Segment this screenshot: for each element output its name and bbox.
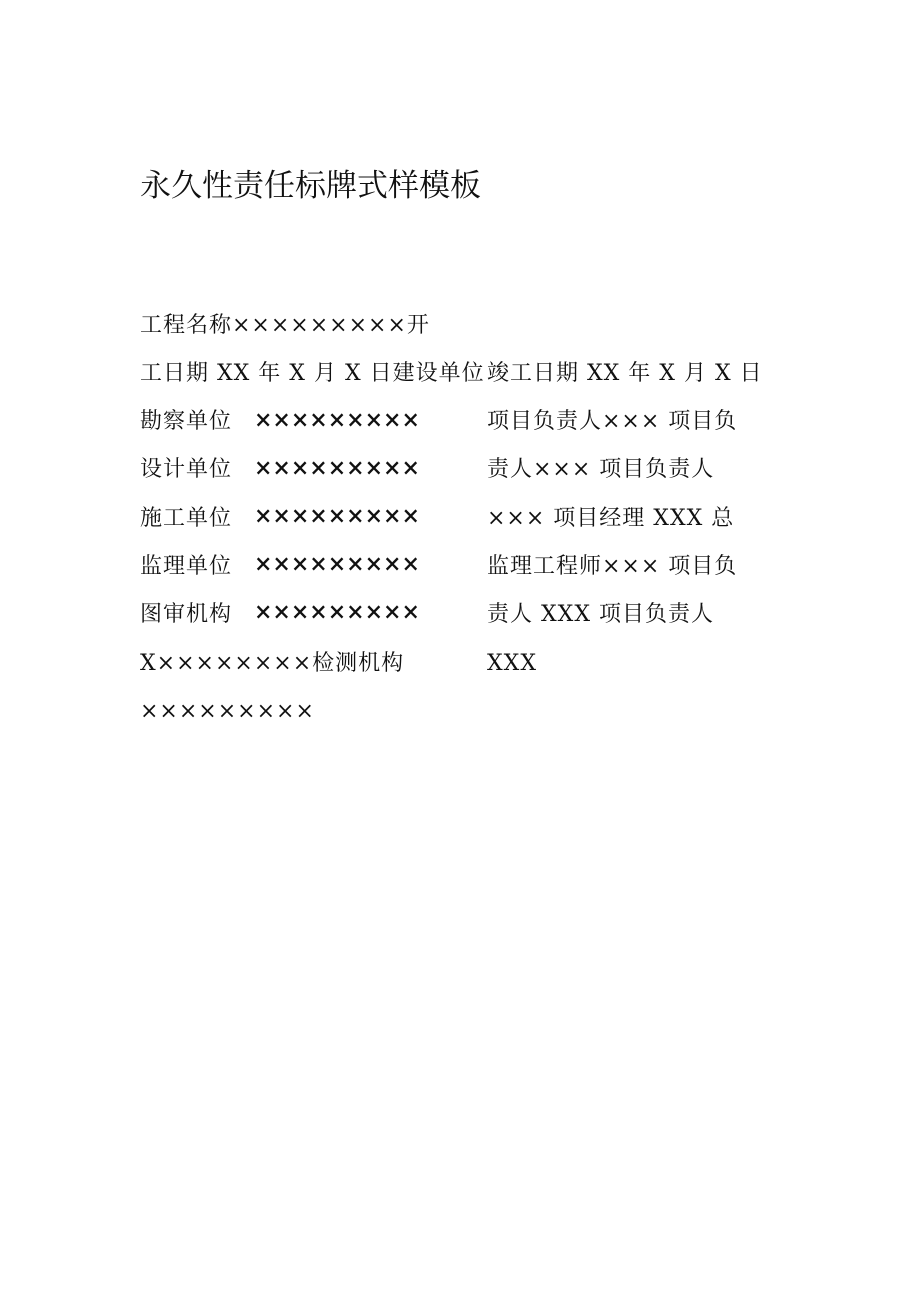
completion-date-line: 竣工日期 XX 年 X 月 X 日: [487, 361, 763, 386]
responsible-line-4: 监理工程师××× 项目负: [487, 554, 738, 579]
construction-unit-value: ×××××××××: [254, 503, 420, 529]
testing-agency-line: X××××××××检测机构: [140, 651, 405, 676]
testing-agency-name: ×××××××××: [140, 699, 315, 724]
project-name-line: 工程名称×××××××××开: [140, 313, 430, 338]
responsible-line-3: ××× 项目经理 XXX 总: [487, 506, 735, 531]
responsible-line-2: 责人××× 项目负责人: [487, 457, 715, 482]
document-title: 永久性责任标牌式样模板: [140, 168, 481, 204]
responsible-line-1: 项目负责人××× 项目负: [487, 409, 738, 434]
start-date-builder-line: 工日期 XX 年 X 月 X 日建设单位: [140, 361, 485, 386]
survey-unit-value: ×××××××××: [254, 407, 420, 433]
supervision-unit-label: 监理单位: [140, 554, 233, 579]
survey-unit-label: 勘察单位: [140, 409, 233, 434]
design-unit-value: ×××××××××: [254, 455, 420, 481]
review-agency-label: 图审机构: [140, 602, 233, 627]
design-unit-label: 设计单位: [140, 457, 233, 482]
supervision-unit-value: ×××××××××: [254, 551, 420, 577]
construction-unit-label: 施工单位: [140, 506, 233, 531]
responsible-line-6: XXX: [487, 651, 537, 676]
review-agency-value: ×××××××××: [254, 599, 420, 625]
responsible-line-5: 责人 XXX 项目负责人: [487, 602, 714, 627]
